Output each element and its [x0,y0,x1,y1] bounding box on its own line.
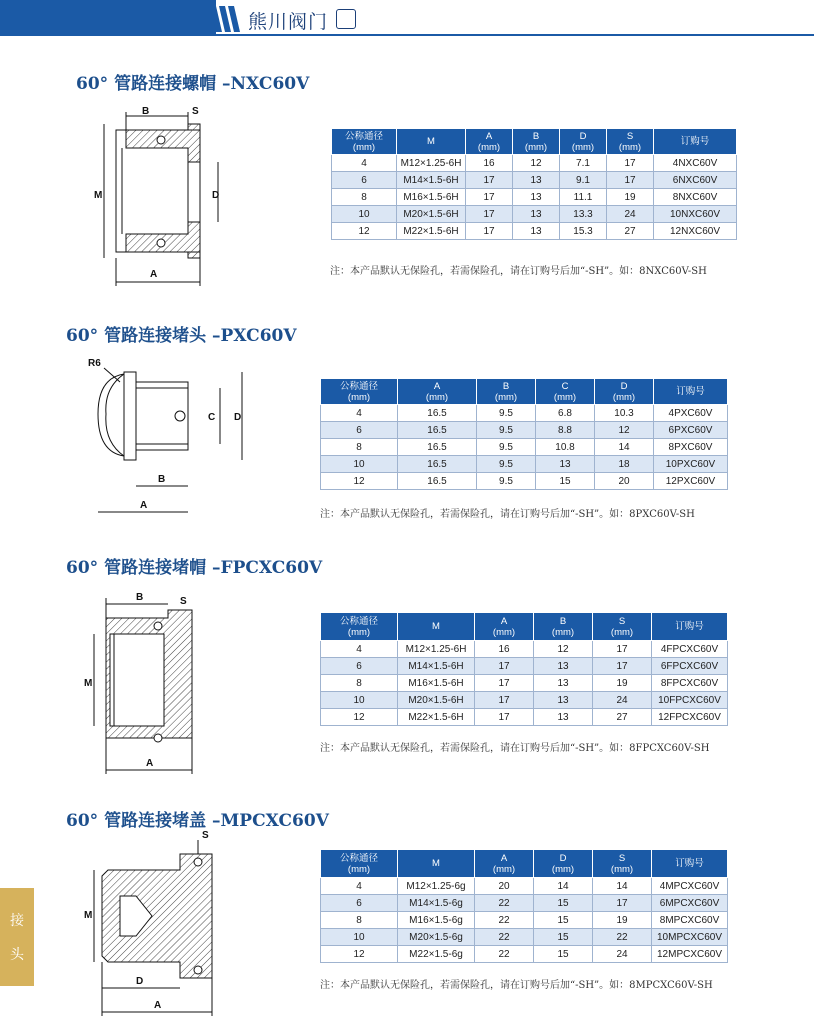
dim-m: M [84,910,93,921]
table-cell: 12 [321,946,398,963]
table-cell: 9.5 [477,439,536,456]
table-cell: M16×1.5-6H [397,189,466,206]
table-cell: 12 [534,641,593,658]
table-cell: 13 [513,172,560,189]
dim-d: D [234,412,242,423]
table-cell: 8NXC60V [654,189,737,206]
col-header: S (mm) [593,613,652,641]
dim-s: S [180,596,187,607]
table-cell: 10PXC60V [654,456,728,473]
table-cell: 12 [513,155,560,172]
table-cell: 8 [332,189,397,206]
col-header: M [398,850,475,878]
header-rule [216,34,814,36]
table-cell: 6NXC60V [654,172,737,189]
dim-d: D [136,976,144,987]
table-cell: 27 [607,223,654,240]
col-header: S (mm) [607,129,654,155]
table-cell: 10.3 [595,405,654,422]
table-cell: 12 [595,422,654,439]
table-cell: 16 [466,155,513,172]
table-cell: 8FPCXC60V [652,675,728,692]
table-cell: M12×1.25-6H [398,641,475,658]
table-cell: 15 [534,895,593,912]
table-cell: 14 [534,878,593,895]
col-header: S (mm) [593,850,652,878]
dim-b: B [158,474,166,485]
table-cell: 8 [321,439,398,456]
table-cell: 4NXC60V [654,155,737,172]
col-header: D (mm) [595,379,654,405]
table-cell: 10NXC60V [654,206,737,223]
table-cell: 17 [466,223,513,240]
table-cell: 10.8 [536,439,595,456]
table-cell: 10 [321,456,398,473]
table-cell: 12FPCXC60V [652,709,728,726]
table-cell: 16 [475,641,534,658]
table-row [321,658,728,675]
table-cell: M16×1.5-6H [398,675,475,692]
table-cell: 6FPCXC60V [652,658,728,675]
table-cell: 16.5 [398,473,477,490]
table-row [332,223,737,240]
table-header-row [321,850,728,878]
table-cell: 20 [475,878,534,895]
table-cell: 13 [534,692,593,709]
note-fpcxc: 注：本产品默认无保险孔，若需保险孔，请在订购号后加“-SH”。如：8FPCXC60V-SH [320,743,710,754]
col-header: 订购号 [654,379,728,405]
note-nxc: 注：本产品默认无保险孔，若需保险孔，请在订购号后加“-SH”。如：8NXC60V-SH [330,266,707,277]
table-cell: 10 [321,692,398,709]
table-cell: 22 [475,946,534,963]
table-cell: M12×1.25-6g [398,878,475,895]
table-row [321,692,728,709]
table-cell: 15 [534,929,593,946]
table-cell: 8 [321,912,398,929]
table-cell: M14×1.5-6H [397,172,466,189]
table-cell: 15 [534,946,593,963]
table-cell: 19 [593,675,652,692]
col-header: M [398,613,475,641]
table-cell: M12×1.25-6H [397,155,466,172]
table-cell: 18 [595,456,654,473]
table-row [332,189,737,206]
table-cell: 4 [321,405,398,422]
table-cell: 13.3 [560,206,607,223]
note-mpcxc: 注：本产品默认无保险孔，若需保险孔，请在订购号后加“-SH”。如：8MPCXC60V-SH [320,980,713,991]
table-row [321,895,728,912]
table-cell: 13 [534,675,593,692]
table-header-row [321,613,728,641]
col-header: B (mm) [513,129,560,155]
table-cell: 6MPCXC60V [652,895,728,912]
table-row [332,206,737,223]
table-row [321,439,728,456]
dim-r: R6 [88,358,101,369]
table-row [321,912,728,929]
col-header: B (mm) [534,613,593,641]
col-header: A (mm) [475,613,534,641]
table-cell: 4 [332,155,397,172]
table-cell: 13 [513,223,560,240]
table-cell: 17 [593,658,652,675]
col-header: 订购号 [652,613,728,641]
table-cell: 12 [321,473,398,490]
table-cell: 17 [466,172,513,189]
col-header: 公称通径 (mm) [321,379,398,405]
col-header: C (mm) [536,379,595,405]
table-cell: 16.5 [398,422,477,439]
table-cell: 11.1 [560,189,607,206]
table-cell: 15 [534,912,593,929]
table-cell: 17 [466,189,513,206]
spec-table-mpcxc [320,849,728,963]
table-cell: 10MPCXC60V [652,929,728,946]
table-row [332,172,737,189]
table-cell: 22 [475,895,534,912]
table-cell: 9.5 [477,473,536,490]
table-cell: 9.5 [477,422,536,439]
col-header: D (mm) [534,850,593,878]
table-cell: 12 [332,223,397,240]
table-cell: 17 [475,675,534,692]
table-cell: 22 [475,912,534,929]
table-cell: 10FPCXC60V [652,692,728,709]
table-row [321,675,728,692]
brand-logo-icon [336,9,356,29]
col-header: 公称通径 (mm) [321,850,398,878]
table-cell: 13 [534,658,593,675]
table-cell: 17 [593,641,652,658]
col-header: M [397,129,466,155]
table-cell: M22×1.5-6H [398,709,475,726]
col-header: A (mm) [475,850,534,878]
side-tab-char-2: 头 [10,947,24,963]
table-cell: 6PXC60V [654,422,728,439]
table-row [321,641,728,658]
table-header-row [321,379,728,405]
table-cell: 12NXC60V [654,223,737,240]
drawing-pxc [84,352,254,517]
section-title-fpcxc: 60° 管路连接堵帽 –FPCXC60V [66,558,323,578]
col-header: 订购号 [652,850,728,878]
dim-a: A [146,758,154,769]
side-tab-char-1: 接 [10,913,24,929]
table-cell: 22 [475,929,534,946]
table-cell: 13 [536,456,595,473]
table-cell: 16.5 [398,405,477,422]
table-cell: 8MPCXC60V [652,912,728,929]
table-cell: M16×1.5-6g [398,912,475,929]
drawing-fpcxc [76,586,206,776]
table-row [321,456,728,473]
col-header: A (mm) [398,379,477,405]
col-header: A (mm) [466,129,513,155]
table-cell: M20×1.5-6H [398,692,475,709]
col-header: B (mm) [477,379,536,405]
table-cell: 14 [595,439,654,456]
table-row [321,473,728,490]
table-cell: 9.5 [477,405,536,422]
table-cell: 17 [475,692,534,709]
table-cell: M22×1.5-6g [398,946,475,963]
table-cell: 6 [321,658,398,675]
table-row [321,709,728,726]
table-cell: 19 [593,912,652,929]
spec-table-pxc [320,378,728,490]
table-cell: 8 [321,675,398,692]
table-cell: 17 [607,172,654,189]
table-row [321,422,728,439]
table-cell: 12 [321,709,398,726]
section-title-mpcxc: 60° 管路连接堵盖 –MPCXC60V [66,811,329,831]
dim-a: A [154,1000,162,1011]
table-row [321,929,728,946]
table-cell: 6 [332,172,397,189]
table-cell: 17 [466,206,513,223]
table-cell: 4PXC60V [654,405,728,422]
dim-m: M [94,190,103,201]
table-cell: M22×1.5-6H [397,223,466,240]
table-cell: 6.8 [536,405,595,422]
note-pxc: 注：本产品默认无保险孔，若需保险孔，请在订购号后加“-SH”。如：8PXC60V-SH [320,509,695,520]
section-title-pxc: 60° 管路连接堵头 –PXC60V [66,326,297,346]
table-cell: 4 [321,878,398,895]
dim-c: C [208,412,216,423]
dim-a: A [140,500,148,511]
table-cell: M20×1.5-6g [398,929,475,946]
drawing-nxc [88,100,238,290]
table-cell: 17 [475,658,534,675]
table-cell: 24 [593,692,652,709]
table-cell: 12MPCXC60V [652,946,728,963]
table-cell: 9.5 [477,456,536,473]
table-cell: 17 [593,895,652,912]
col-header: 公称通径 (mm) [321,613,398,641]
table-cell: 13 [513,206,560,223]
table-cell: 9.1 [560,172,607,189]
table-cell: 4FPCXC60V [652,641,728,658]
spec-table-fpcxc [320,612,728,726]
table-cell: 12PXC60V [654,473,728,490]
table-cell: 14 [593,878,652,895]
dim-s: S [192,106,199,117]
table-cell: M14×1.5-6H [398,658,475,675]
dim-m: M [84,678,93,689]
table-cell: 22 [593,929,652,946]
table-cell: M20×1.5-6H [397,206,466,223]
table-cell: 8PXC60V [654,439,728,456]
col-header: 公称通径 (mm) [332,129,397,155]
table-cell: 19 [607,189,654,206]
side-category-tab [0,888,34,986]
table-cell: 17 [607,155,654,172]
table-cell: 24 [593,946,652,963]
table-row [321,946,728,963]
table-header-row [332,129,737,155]
table-cell: 27 [593,709,652,726]
brand-stripes-icon [210,6,246,32]
table-cell: 13 [534,709,593,726]
dim-s: S [202,830,209,841]
dim-b: B [142,106,150,117]
table-cell: 13 [513,189,560,206]
table-cell: 10 [321,929,398,946]
table-row [321,405,728,422]
brand-name: 熊川阀门 [248,11,329,33]
col-header: D (mm) [560,129,607,155]
dim-d: D [212,190,220,201]
drawing-mpcxc [80,826,230,1021]
table-cell: 15 [536,473,595,490]
table-cell: 4MPCXC60V [652,878,728,895]
header-bar [0,0,216,36]
dim-a: A [150,269,158,280]
table-cell: 6 [321,422,398,439]
table-cell: 24 [607,206,654,223]
table-row [321,878,728,895]
table-cell: 7.1 [560,155,607,172]
table-cell: 20 [595,473,654,490]
col-header: 订购号 [654,129,737,155]
spec-table-nxc [331,128,737,240]
table-cell: 8.8 [536,422,595,439]
table-cell: M14×1.5-6g [398,895,475,912]
dim-b: B [136,592,144,603]
section-title-nxc: 60° 管路连接螺帽 –NXC60V [76,74,310,94]
table-cell: 15.3 [560,223,607,240]
table-cell: 4 [321,641,398,658]
table-cell: 16.5 [398,439,477,456]
table-cell: 16.5 [398,456,477,473]
table-cell: 17 [475,709,534,726]
table-row [332,155,737,172]
table-cell: 6 [321,895,398,912]
table-cell: 10 [332,206,397,223]
